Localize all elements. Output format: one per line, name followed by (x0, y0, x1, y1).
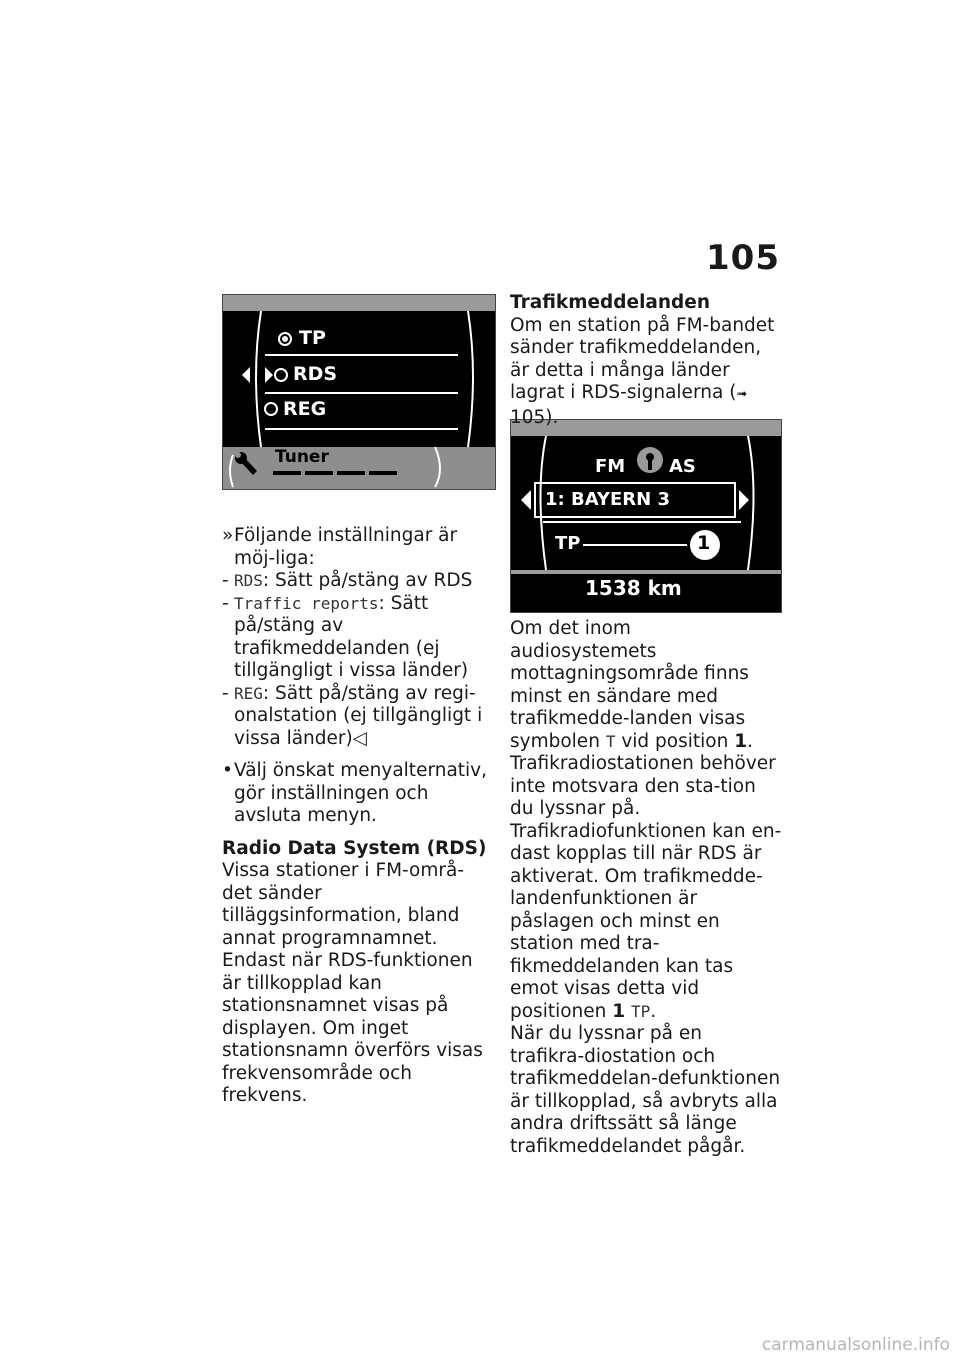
traffic-body: Om en station på FM-bandet sänder trafikmeddelanden, är detta i många länder lagrat i RDS-signalerna (➟ 105). (510, 314, 775, 428)
option-traffic: - Traffic reports: Sätt på/stäng av trafikmeddelanden (ej tillgängligt i vissa länder) (222, 592, 469, 681)
end-mark-icon: ◁ (352, 727, 367, 749)
watermark: carmanualsonline.info (761, 1335, 950, 1355)
distance-readout: 1538 km (585, 576, 682, 600)
menu-item-tp: TP (299, 327, 326, 349)
instruction-bullet: • Välj önskat menyalternativ, gör inställningen och avsluta menyn. (222, 760, 488, 826)
page-number: 105 (706, 238, 780, 278)
reference-arrow-icon: ➟ (736, 387, 748, 402)
menu-item-reg: REG (283, 398, 327, 420)
station-name: 1: BAYERN 3 (545, 489, 670, 510)
tuner-label: Tuner (275, 447, 329, 467)
rds-heading: Radio Data System (RDS) (222, 837, 487, 859)
callout-number: 1 (697, 532, 711, 554)
fm-display-figure (510, 419, 782, 613)
option-rds: - RDS: Sätt på/stäng av RDS (222, 570, 473, 591)
right-text-column (510, 618, 782, 1158)
left-text-column (222, 525, 494, 1108)
traffic-intro (510, 292, 782, 429)
tp-label: TP (555, 533, 581, 554)
menu-item-rds: RDS (293, 363, 338, 385)
tp-paragraph: Om det inom audiosystemets mottagningsområde finns minst en sändare med trafikmedde-landen visas symbolen T vid position 1. Trafikradiostationen behöver inte motsvara den sta-tion du lyssnar på. Trafikradiofunktionen kan en-dast kopplas till när RDS är aktiverat. Om trafikmedde-landenfunktionen är påslagen och minst en station med tra-fikmeddelanden kan tas emot visas detta vid positionen 1 TP. (510, 618, 782, 1022)
intro-item: » Följande inställningar är möj-liga: (222, 525, 458, 569)
antenna-icon (637, 447, 663, 473)
chevron-marker-icon: » (222, 525, 234, 546)
as-label: AS (669, 456, 696, 477)
tuner-menu-figure (222, 294, 496, 490)
option-reg: - REG: Sätt på/stäng av regi-onalstation (ej tillgängligt i vissa länder)◁ (222, 682, 483, 749)
fm-band-label: FM (595, 456, 626, 477)
traffic-heading: Trafikmeddelanden (510, 292, 711, 313)
interrupt-paragraph: När du lyssnar på en trafikra-diostation och trafikmeddelan-defunktionen är tillkopplad, så avbryts alla andra driftssätt så länge trafikmeddelandet pågår. (510, 1023, 781, 1157)
rds-body: Vissa stationer i FM-områ-det sänder tilläggsinformation, bland annat programnamnet. Endast när RDS-funktionen är tillkopplad kan stationsnamnet visas på displayen. Om inget stationsnamn överförs visas frekvensområde och frekvens. (222, 860, 483, 1106)
